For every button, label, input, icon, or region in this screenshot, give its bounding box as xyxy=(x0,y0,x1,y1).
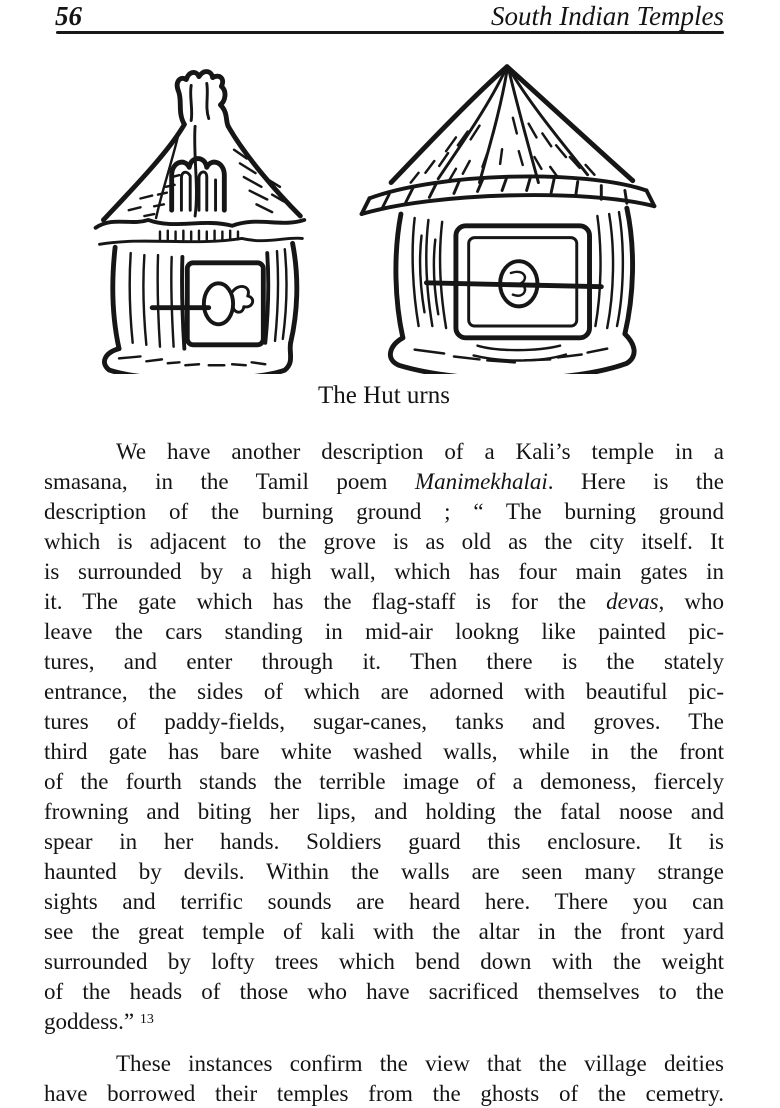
text-segment: We have another description of a Kali’s temple in a xyxy=(116,439,724,464)
text-segment: smasana, in the Tamil poem xyxy=(44,469,415,494)
text-line xyxy=(44,767,724,797)
header-rule xyxy=(56,31,724,34)
text-line xyxy=(44,497,724,527)
text-segment: surrounded by lofty trees which bend down with the weight xyxy=(44,949,724,974)
text-line xyxy=(44,977,724,1007)
text-line xyxy=(44,1079,724,1108)
text-segment: spear in her hands. Soldiers guard this enclosure. It is xyxy=(44,829,724,854)
text-line xyxy=(44,557,724,587)
text-line xyxy=(44,917,724,947)
page-header xyxy=(55,2,724,30)
text-segment: of the fourth stands the terrible image of a demoness, fiercely xyxy=(44,769,724,794)
text-segment: . Here is the xyxy=(547,469,724,494)
text-line xyxy=(44,677,724,707)
hut-urns-figure xyxy=(84,56,674,374)
text-segment: have borrowed their temples from the ghosts of the cemetry. xyxy=(44,1081,724,1106)
text-line xyxy=(44,437,724,467)
text-segment: entrance, the sides of which are adorned with beautiful pic- xyxy=(44,679,724,704)
hut-urn-right-drawing xyxy=(340,58,674,374)
text-segment: frowning and biting her lips, and holding the fatal noose and xyxy=(44,799,724,824)
text-segment: it. The gate which has the flag-staff is for the xyxy=(44,589,607,614)
text-segment: tures, and enter through it. Then there is the stately xyxy=(44,649,724,674)
text-segment: third gate has bare white washed walls, while in the front xyxy=(44,739,724,764)
text-segment: tures of paddy-fields, sugar-canes, tanks and groves. The xyxy=(44,709,724,734)
text-line xyxy=(44,737,724,767)
footnote-marker: 13 xyxy=(139,1011,154,1027)
text-line xyxy=(44,827,724,857)
text-segment: who xyxy=(664,589,724,614)
text-line xyxy=(44,707,724,737)
text-line xyxy=(44,947,724,977)
text-line xyxy=(44,1007,724,1037)
page-number: 56 xyxy=(55,1,82,31)
text-segment: which is adjacent to the grove is as old as the city itself. It xyxy=(44,529,724,554)
italic-text: Manimekhalai xyxy=(414,469,548,494)
text-line xyxy=(44,527,724,557)
text-line xyxy=(44,857,724,887)
text-segment: of the heads of those who have sacrificed themselves to the xyxy=(44,979,724,1004)
text-line xyxy=(44,1049,724,1079)
text-line xyxy=(44,887,724,917)
text-line xyxy=(44,647,724,677)
paragraph-2 xyxy=(44,1049,724,1108)
paragraph-1 xyxy=(44,437,724,1037)
hut-urn-left-drawing xyxy=(84,62,312,374)
figure-caption: The Hut urns xyxy=(318,382,450,409)
italic-text: devas, xyxy=(606,589,665,614)
text-segment: goddess.” xyxy=(44,1009,140,1034)
running-header-title: South Indian Temples xyxy=(490,1,724,31)
text-segment: haunted by devils. Within the walls are seen many strange xyxy=(44,859,724,884)
text-segment: description of the burning ground ; “ The burning ground xyxy=(44,499,724,524)
text-segment: is surrounded by a high wall, which has four main gates in xyxy=(44,559,724,584)
text-segment: These instances confirm the view that the village deities xyxy=(116,1051,724,1076)
text-segment: leave the cars standing in mid-air lookng like painted pic- xyxy=(44,619,724,644)
text-segment: see the great temple of kali with the altar in the front yard xyxy=(44,919,724,944)
text-line xyxy=(44,797,724,827)
text-line xyxy=(44,467,724,497)
text-line xyxy=(44,617,724,647)
body-text xyxy=(44,437,724,1108)
text-line xyxy=(44,587,724,617)
text-segment: sights and terrific sounds are heard here. There you can xyxy=(44,889,724,914)
